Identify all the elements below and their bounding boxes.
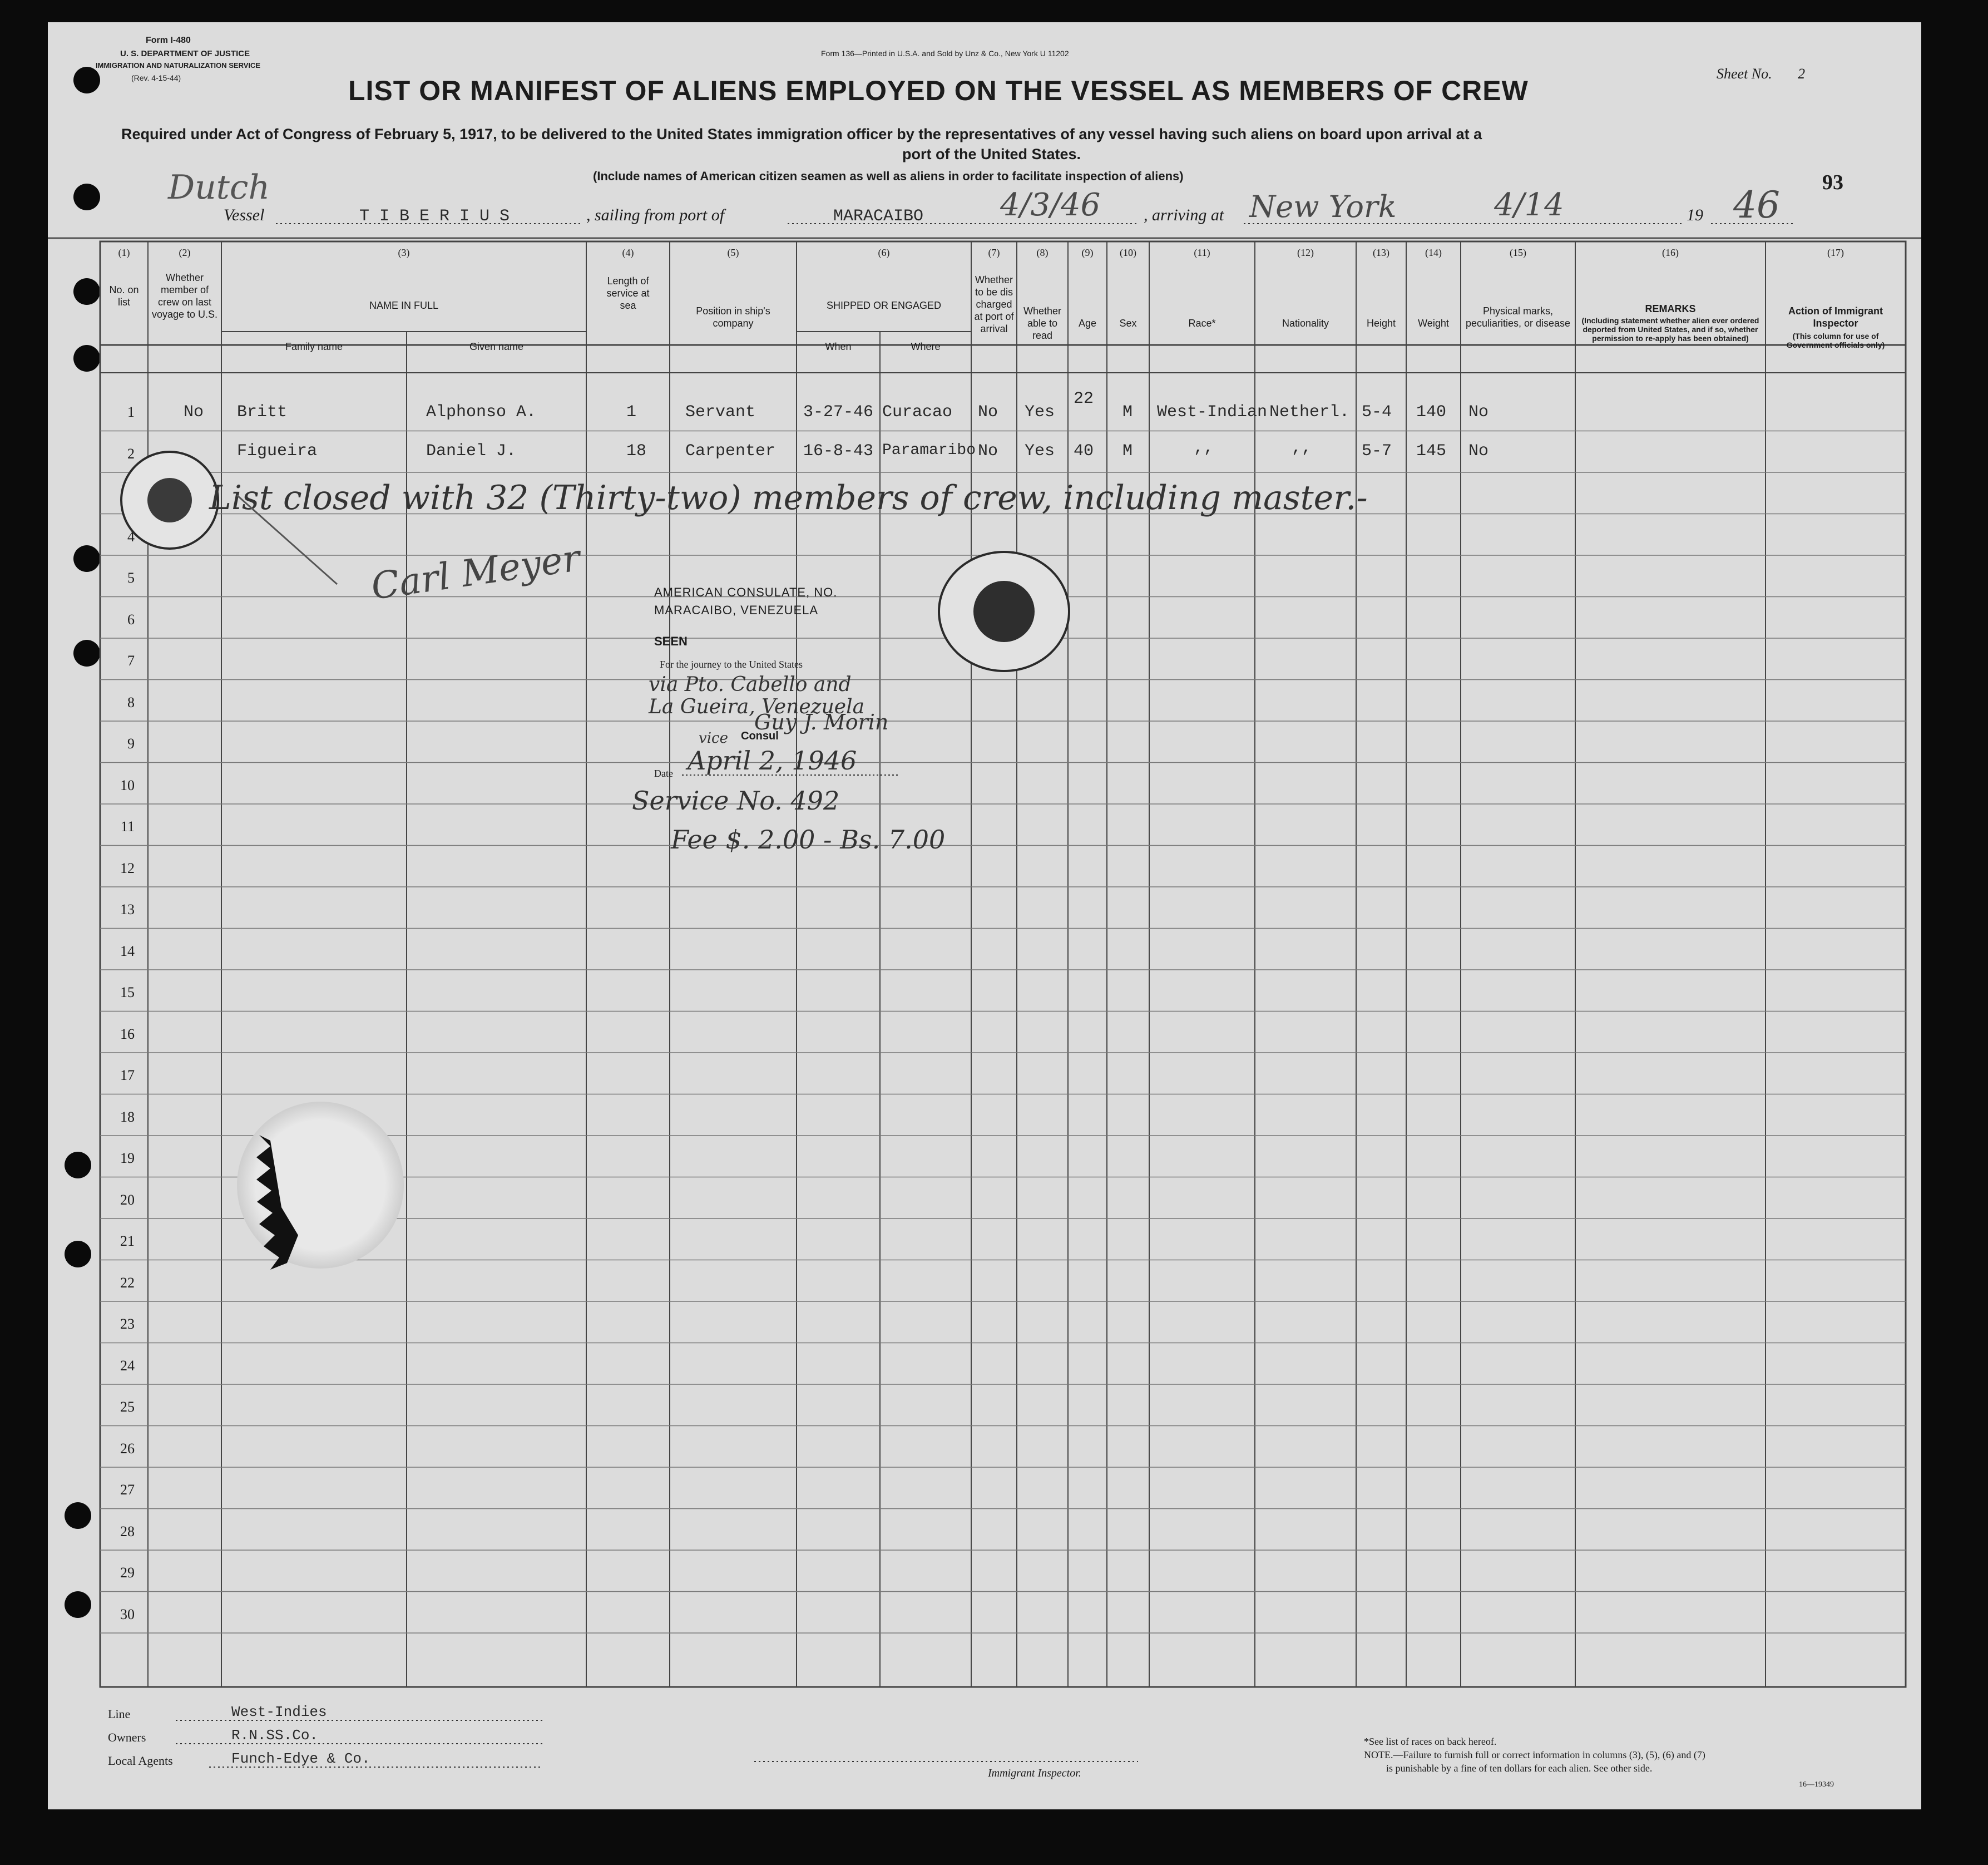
cell-race: West-Indian (1157, 403, 1268, 422)
cell-position: Carpenter (685, 442, 776, 461)
col-head-when: When (825, 341, 852, 352)
col-head-last-voyage: Whether member of crew on last voyage to U.S. (151, 272, 218, 320)
row-number: 30 (120, 1606, 135, 1622)
col-head-length-service: Length of service at sea (606, 275, 650, 311)
cell-when: 16-8-43 (803, 442, 874, 461)
inspector-label: Immigrant Inspector. (988, 1767, 1081, 1779)
cell-given-name: Daniel J. (426, 442, 517, 461)
col-num-3: (3) (398, 247, 410, 258)
subtitle-line-1: Required under Act of Congress of February 5, 1917, to be delivered to the United States immigration officer by the representatives of any vessel having such aliens on board upon arrival at a (121, 126, 1482, 142)
col-num-8: (8) (1036, 247, 1049, 258)
row-number: 7 (127, 653, 135, 669)
col-num-13: (13) (1373, 247, 1389, 258)
sail-date: 4/3/46 (1000, 187, 1101, 223)
consul-title-hand: vice (699, 730, 728, 747)
col-head-name-in-full: NAME IN FULL (369, 300, 439, 311)
col-num-9: (9) (1081, 247, 1094, 258)
handwritten-dutch: Dutch (168, 168, 270, 207)
col-head-where: Where (911, 341, 941, 352)
footer-rules (48, 22, 1921, 1809)
col-num-5: (5) (727, 247, 739, 258)
cell-sex: M (1122, 403, 1133, 422)
year-suffix: 46 (1733, 184, 1780, 226)
row-number: 2 (127, 445, 135, 462)
via-line-2: La Gueira, Venezuela (649, 695, 865, 718)
cell-when: 3-27-46 (803, 403, 874, 422)
col-head-discharged: Whether to be dis charged at port of arrival (974, 274, 1014, 334)
col-head-inspector-note: (This column for use of Government officials only) (1786, 332, 1885, 349)
subtitle-line-2: port of the United States. (902, 146, 1081, 162)
row-number: 27 (120, 1482, 135, 1498)
cell-age: 40 (1074, 442, 1094, 461)
vessel-label: Vessel (224, 206, 265, 224)
agents-label: Local Agents (108, 1754, 173, 1768)
col-num-14: (14) (1425, 247, 1442, 258)
manifest-sheet (48, 22, 1921, 1809)
consul-signature: Guy J. Morin (754, 710, 889, 734)
vessel-name: T I B E R I U S (359, 207, 510, 226)
row-number: 26 (120, 1440, 135, 1457)
cell-family-name: Figueira (237, 442, 318, 461)
col-num-7: (7) (988, 247, 1000, 258)
cell-nationality: Netherl. (1269, 403, 1350, 422)
col-head-race: Race* (1188, 318, 1216, 329)
cell-race: ,, (1194, 438, 1214, 457)
col-head-weight: Weight (1418, 318, 1449, 329)
closing-note: List closed with 32 (Thirty-two) members of crew, including master.- (209, 478, 1368, 517)
cell-service: 18 (626, 442, 647, 461)
row-number: 21 (120, 1233, 135, 1249)
agents-value: Funch-Edye & Co. (231, 1750, 370, 1767)
cell-where: Paramaribo (882, 442, 976, 459)
col-head-given-name: Given name (469, 341, 524, 352)
form-id: Form I-480 (146, 36, 191, 45)
col-head-inspector-action: Action of Immigrant Inspector (1788, 305, 1883, 329)
arrival-date: 4/14 (1494, 187, 1564, 223)
col-head-position: Position in ship's company (696, 305, 770, 329)
races-note: *See list of races on back hereof. (1364, 1736, 1497, 1747)
row-number: 8 (127, 694, 135, 711)
row-number: 18 (120, 1108, 135, 1125)
page-number: 93 (1822, 171, 1843, 194)
printer-line: Form 136—Printed in U.S.A. and Sold by Unz & Co., New York U 11202 (821, 49, 1069, 58)
arriving-label: , arriving at (1144, 206, 1224, 224)
cell-given-name: Alphonso A. (426, 403, 537, 422)
cell-sex: M (1122, 442, 1133, 461)
note-line-2: is punishable by a fine of ten dollars for each alien. See other side. (1386, 1763, 1653, 1774)
cell-height: 5-7 (1362, 442, 1392, 461)
row-number: 4 (127, 528, 135, 545)
row-number: 15 (120, 984, 135, 1000)
print-code: 16—19349 (1799, 1780, 1834, 1789)
cell-position: Servant (685, 403, 756, 422)
row-number: 10 (120, 777, 135, 793)
col-head-age: Age (1078, 318, 1097, 329)
cell-discharged: No (978, 442, 998, 461)
cell-age: 22 (1074, 389, 1094, 408)
cell-service: 1 (626, 403, 637, 422)
cell-weight: 140 (1416, 403, 1447, 422)
row-number: 29 (120, 1565, 135, 1581)
port-name: MARACAIBO (833, 207, 924, 226)
row-number: 14 (120, 943, 135, 959)
row-number: 17 (120, 1067, 135, 1083)
service-number: Service No. 492 (632, 786, 840, 816)
row-number: 24 (120, 1357, 135, 1374)
consulate-header: AMERICAN CONSULATE, NO. (654, 585, 838, 599)
owners-label: Owners (108, 1730, 146, 1744)
col-head-no-on-list: No. on list (109, 284, 139, 308)
master-signature: Carl Meyer (368, 536, 583, 608)
col-head-remarks-note: (Including statement whether alien ever ordered deported from United States, and if so, whether permission to re-apply has been obtained) (1581, 316, 1759, 343)
col-head-height: Height (1366, 318, 1396, 329)
line-label: Line (108, 1707, 131, 1721)
row-number: 23 (120, 1316, 135, 1332)
col-num-2: (2) (179, 247, 191, 258)
cell-read: Yes (1025, 442, 1055, 461)
cell-nationality: ,, (1292, 438, 1312, 457)
sheet-value: 2 (1798, 66, 1806, 82)
col-num-12: (12) (1297, 247, 1314, 258)
line-value: West-Indies (231, 1704, 327, 1720)
col-num-4: (4) (622, 247, 634, 258)
cell-read: Yes (1025, 403, 1055, 422)
consulate-city: MARACAIBO, VENEZUELA (654, 603, 819, 617)
row-number: 16 (120, 1025, 135, 1042)
row-number: 5 (127, 570, 135, 586)
col-head-family-name: Family name (285, 341, 343, 352)
sailing-label: , sailing from port of (586, 206, 725, 224)
col-head-able-to-read: Whether able to read (1023, 305, 1062, 341)
col-num-10: (10) (1120, 247, 1136, 258)
row-number: 9 (127, 736, 135, 752)
department: U. S. DEPARTMENT OF JUSTICE (120, 49, 250, 58)
cell-discharged: No (978, 403, 998, 422)
page-title: LIST OR MANIFEST OF ALIENS EMPLOYED ON THE VESSEL AS MEMBERS OF CREW (348, 75, 1529, 106)
col-head-shipped-engaged: SHIPPED OR ENGAGED (826, 300, 942, 311)
cell-weight: 145 (1416, 442, 1447, 461)
cell-family-name: Britt (237, 403, 288, 422)
date-value: April 2, 1946 (688, 746, 857, 776)
journey-label: For the journey to the United States (660, 659, 803, 670)
row-number: 1 (127, 404, 135, 420)
col-num-16: (16) (1662, 247, 1679, 258)
row-number: 22 (120, 1274, 135, 1291)
row-number: 20 (120, 1191, 135, 1208)
note-line-1: NOTE.—Failure to furnish full or correct information in columns (3), (5), (6) and (7) (1364, 1749, 1705, 1760)
col-head-physical-marks: Physical marks, peculiarities, or disease (1465, 305, 1571, 329)
row-number: 19 (120, 1150, 135, 1166)
arriving-at: New York (1249, 189, 1397, 224)
row-number: 28 (120, 1523, 135, 1540)
row-number: 25 (120, 1399, 135, 1415)
col-head-nationality: Nationality (1282, 318, 1329, 329)
via-line-1: via Pto. Cabello and (649, 673, 852, 696)
col-num-6: (6) (878, 247, 890, 258)
form-revision: (Rev. 4-15-44) (131, 73, 181, 82)
cell-height: 5-4 (1362, 403, 1392, 422)
seen-stamp: SEEN (654, 634, 688, 648)
consul-title: Consul (741, 730, 779, 742)
service-name: IMMIGRATION AND NATURALIZATION SERVICE (96, 61, 261, 70)
row-number: 12 (120, 860, 135, 876)
sheet-label: Sheet No. (1717, 66, 1772, 82)
col-head-sex: Sex (1119, 318, 1137, 329)
col-head-remarks: REMARKS (1645, 303, 1696, 314)
col-num-1: (1) (118, 247, 130, 258)
row-number: 11 (120, 818, 135, 835)
subtitle-line-3: (Include names of American citizen seamen as well as aliens in order to facilitate inspection of aliens) (593, 169, 1184, 183)
row-number: 13 (120, 901, 135, 917)
fee-note: Fee $. 2.00 - Bs. 7.00 (671, 825, 946, 855)
cell-marks: No (1468, 403, 1489, 422)
cell-marks: No (1468, 442, 1489, 461)
col-num-15: (15) (1510, 247, 1526, 258)
date-label: Date (654, 768, 673, 779)
cell-last-voyage: No (184, 403, 204, 422)
row-number: 6 (127, 611, 135, 628)
year-prefix: 19 (1687, 206, 1703, 224)
col-num-17: (17) (1827, 247, 1844, 258)
col-num-11: (11) (1194, 247, 1210, 258)
cell-where: Curacao (882, 403, 953, 422)
owners-value: R.N.SS.Co. (231, 1727, 319, 1744)
